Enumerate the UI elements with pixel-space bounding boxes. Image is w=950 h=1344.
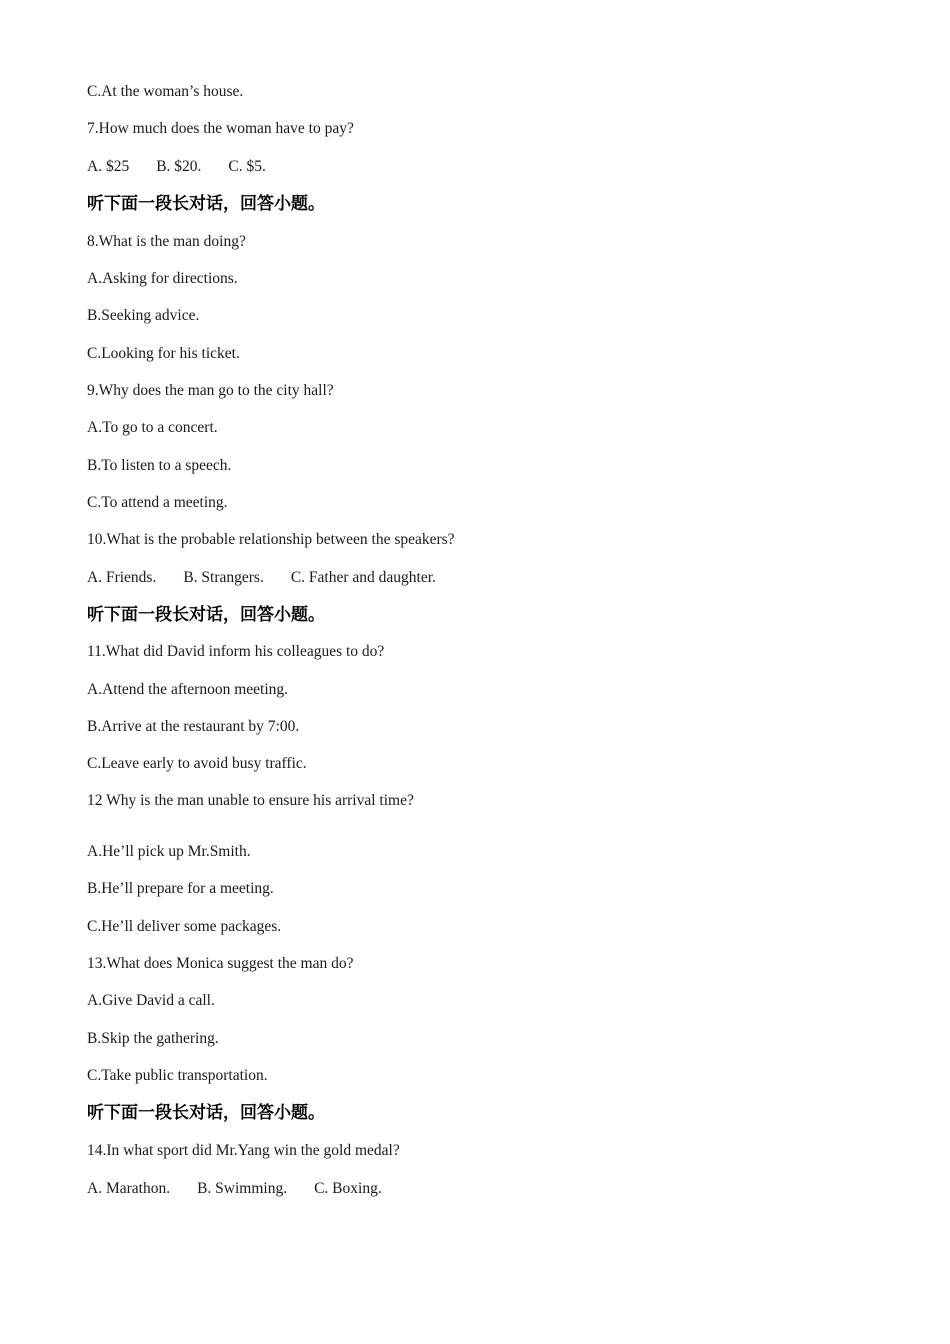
- option-10b: B. Strangers.: [183, 569, 264, 586]
- option-11a: A.Attend the afternoon meeting.: [87, 681, 289, 698]
- section-heading-3: 听下面一段长对话，回答小题。: [87, 1103, 325, 1123]
- question-7: 7.How much does the woman have to pay?: [87, 120, 354, 137]
- options-10: [87, 568, 436, 588]
- question-13: 13.What does Monica suggest the man do?: [87, 955, 354, 972]
- option-14a: A. Marathon.: [87, 1180, 171, 1197]
- option-12b: B.He’ll prepare for a meeting.: [87, 880, 274, 897]
- question-8: 8.What is the man doing?: [87, 233, 246, 250]
- option-6c: C.At the woman’s house.: [87, 83, 244, 100]
- option-12c: C.He’ll deliver some packages.: [87, 918, 282, 935]
- question-10: 10.What is the probable relationship between the speakers?: [87, 531, 455, 548]
- option-13a: A.Give David a call.: [87, 992, 215, 1009]
- option-7c: C. $5.: [228, 158, 266, 175]
- option-13b: B.Skip the gathering.: [87, 1030, 219, 1047]
- option-9a: A.To go to a concert.: [87, 419, 218, 436]
- options-7: [87, 157, 266, 177]
- option-14c: C. Boxing.: [314, 1180, 382, 1197]
- option-8b: B.Seeking advice.: [87, 307, 200, 324]
- option-12a: A.He’ll pick up Mr.Smith.: [87, 843, 251, 860]
- option-10a: A. Friends.: [87, 569, 157, 586]
- option-11c: C.Leave early to avoid busy traffic.: [87, 755, 307, 772]
- option-14b: B. Swimming.: [197, 1180, 288, 1197]
- options-14: [87, 1179, 382, 1199]
- option-7b: B. $20.: [156, 158, 202, 175]
- section-heading-2: 听下面一段长对话，回答小题。: [87, 605, 325, 625]
- question-14: 14.In what sport did Mr.Yang win the gold medal?: [87, 1142, 400, 1159]
- option-9b: B.To listen to a speech.: [87, 457, 232, 474]
- option-9c: C.To attend a meeting.: [87, 494, 228, 511]
- option-13c: C.Take public transportation.: [87, 1067, 268, 1084]
- option-7a: A. $25: [87, 158, 130, 175]
- question-11: 11.What did David inform his colleagues to do?: [87, 643, 385, 660]
- option-10c: C. Father and daughter.: [290, 569, 436, 586]
- question-12: 12 Why is the man unable to ensure his arrival time?: [87, 792, 414, 809]
- option-11b: B.Arrive at the restaurant by 7:00.: [87, 718, 300, 735]
- option-8a: A.Asking for directions.: [87, 270, 238, 287]
- section-heading-1: 听下面一段长对话，回答小题。: [87, 194, 325, 214]
- option-8c: C.Looking for his ticket.: [87, 345, 240, 362]
- question-9: 9.Why does the man go to the city hall?: [87, 382, 334, 399]
